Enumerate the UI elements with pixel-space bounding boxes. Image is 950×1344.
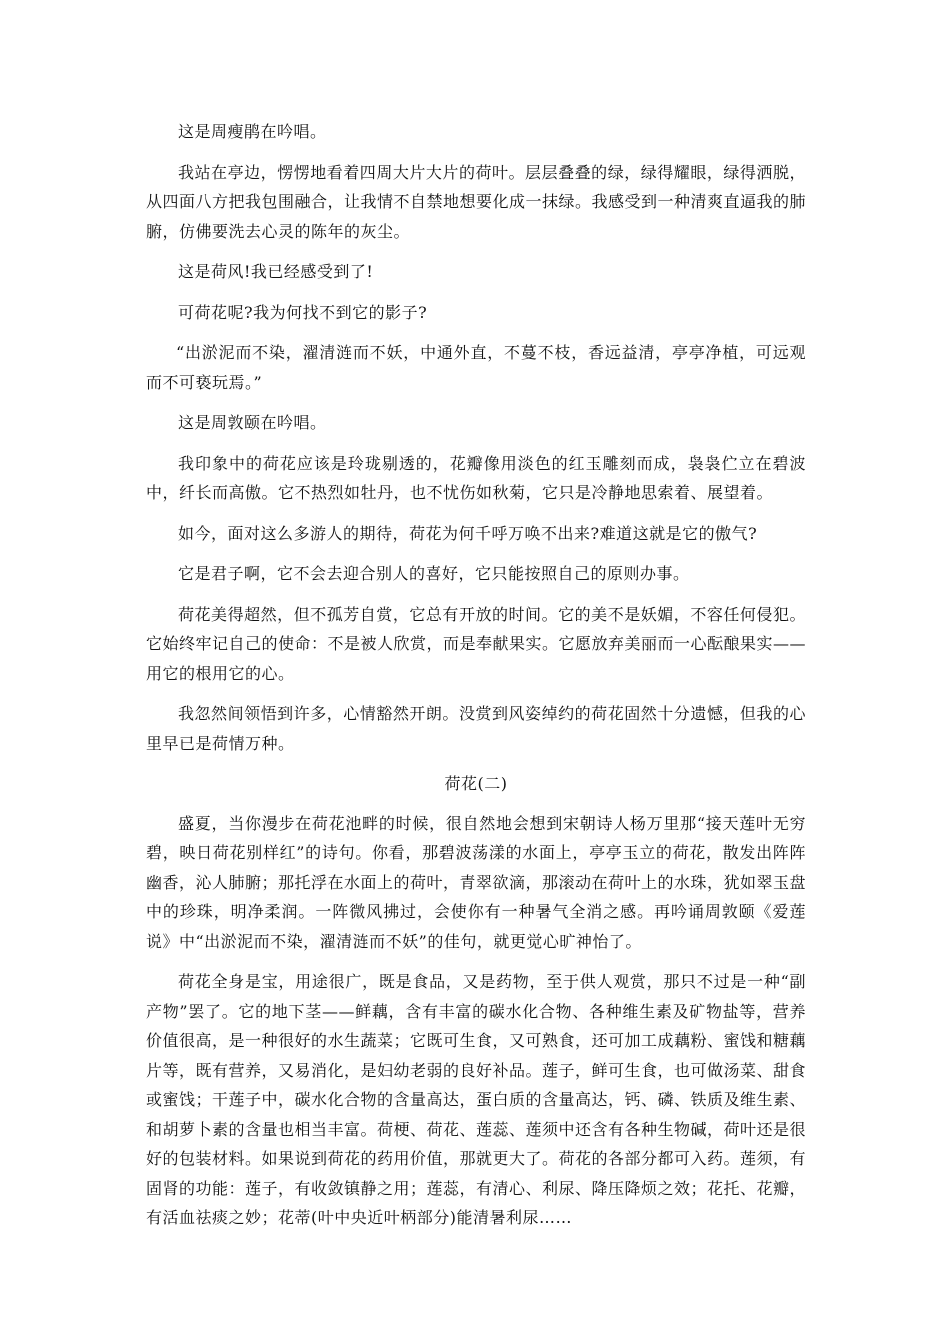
paragraph: 这是周敦颐在吟唱。: [178, 413, 327, 432]
paragraph: 这是荷风!我已经感受到了!: [178, 262, 374, 281]
quote-paragraph: “出淤泥而不染，濯清涟而不妖，中通外直，不蔓不枝，香远益清，亭亭净植，可远观而不可亵玩焉。”: [146, 343, 806, 392]
paragraph: 我忽然间领悟到许多，心情豁然开朗。没赏到风姿绰约的荷花固然十分遗憾，但我的心里早已是荷情万种。: [146, 704, 806, 753]
document-body: [146, 117, 806, 1244]
paragraph: 它是君子啊，它不会去迎合别人的喜好，它只能按照自己的原则办事。: [178, 564, 690, 583]
paragraph: 可荷花呢?我为何找不到它的影子?: [178, 302, 428, 322]
paragraph: 我站在亭边，愣愣地看着四周大片大片的荷叶。层层叠叠的绿，绿得耀眼，绿得洒脱，从四面八方把我包围融合，让我情不自禁地想要化成一抹绿。我感受到一种清爽直逼我的肺腑，仿佛要洗去心灵的陈年的灰尘。: [146, 162, 807, 241]
paragraph: 这是周瘦鹃在吟唱。: [178, 122, 327, 141]
section-title: 荷花(二): [444, 774, 508, 793]
paragraph: 荷花全身是宝，用途很广，既是食品，又是药物，至于供人观赏，那只不过是一种“副产物”罢了。它的地下茎——鲜藕，含有丰富的碳水化合物、各种维生素及矿物盐等，营养价值很高，是一种很好的水生蔬菜；它既可生食，又可熟食，还可加工成藕粉、蜜饯和糖藕片等，既有营养，又易消化，是妇幼老弱的良好补品。莲子，鲜可生食，也可做汤菜、甜食或蜜饯；干莲子中，碳水化合物的含量高达，蛋白质的含量高达，钙、磷、铁质及维生素、和胡萝卜素的含量也相当丰富。荷梗、荷花、莲蕊、莲须中还含有各种生物碱，荷叶还是很好的包装材料。如果说到荷花的药用价值，那就更大了。荷花的各部分都可入药。莲须，有固肾的功能：莲子，有收敛镇静之用；莲蕊，有清心、利尿、降压降烦之效；花托、花瓣，有活血祛痰之妙；花蒂(叶中央近叶柄部分)能清暑利尿……: [146, 972, 807, 1227]
paragraph: 如今，面对这么多游人的期待，荷花为何千呼万唤不出来?难道这就是它的傲气?: [178, 523, 758, 543]
paragraph: 我印象中的荷花应该是玲珑剔透的，花瓣像用淡色的红玉雕刻而成，袅袅伫立在碧波中，纤长而高傲。它不热烈如牡丹，也不忧伤如秋菊，它只是冷静地思索着、展望着。: [146, 453, 806, 502]
paragraph: 荷花美得超然，但不孤芳自赏，它总有开放的时间。它的美不是妖媚，不容任何侵犯。它始终牢记自己的使命：不是被人欣赏，而是奉献果实。它愿放弃美丽而一心酝酿果实——用它的根用它的心。: [146, 604, 807, 683]
paragraph: 盛夏，当你漫步在荷花池畔的时候，很自然地会想到宋朝诗人杨万里那“接天莲叶无穷碧，映日荷花别样红”的诗句。你看，那碧波荡漾的水面上，亭亭玉立的荷花，散发出阵阵幽香，沁人肺腑；那托浮在水面上的荷叶，青翠欲滴，那滚动在荷叶上的水珠，犹如翠玉盘中的珍珠，明净柔润。一阵微风拂过，会使你有一种暑气全消之感。再吟诵周敦颐《爱莲说》中“出淤泥而不染，濯清涟而不妖”的佳句，就更觉心旷神怡了。: [146, 813, 807, 951]
